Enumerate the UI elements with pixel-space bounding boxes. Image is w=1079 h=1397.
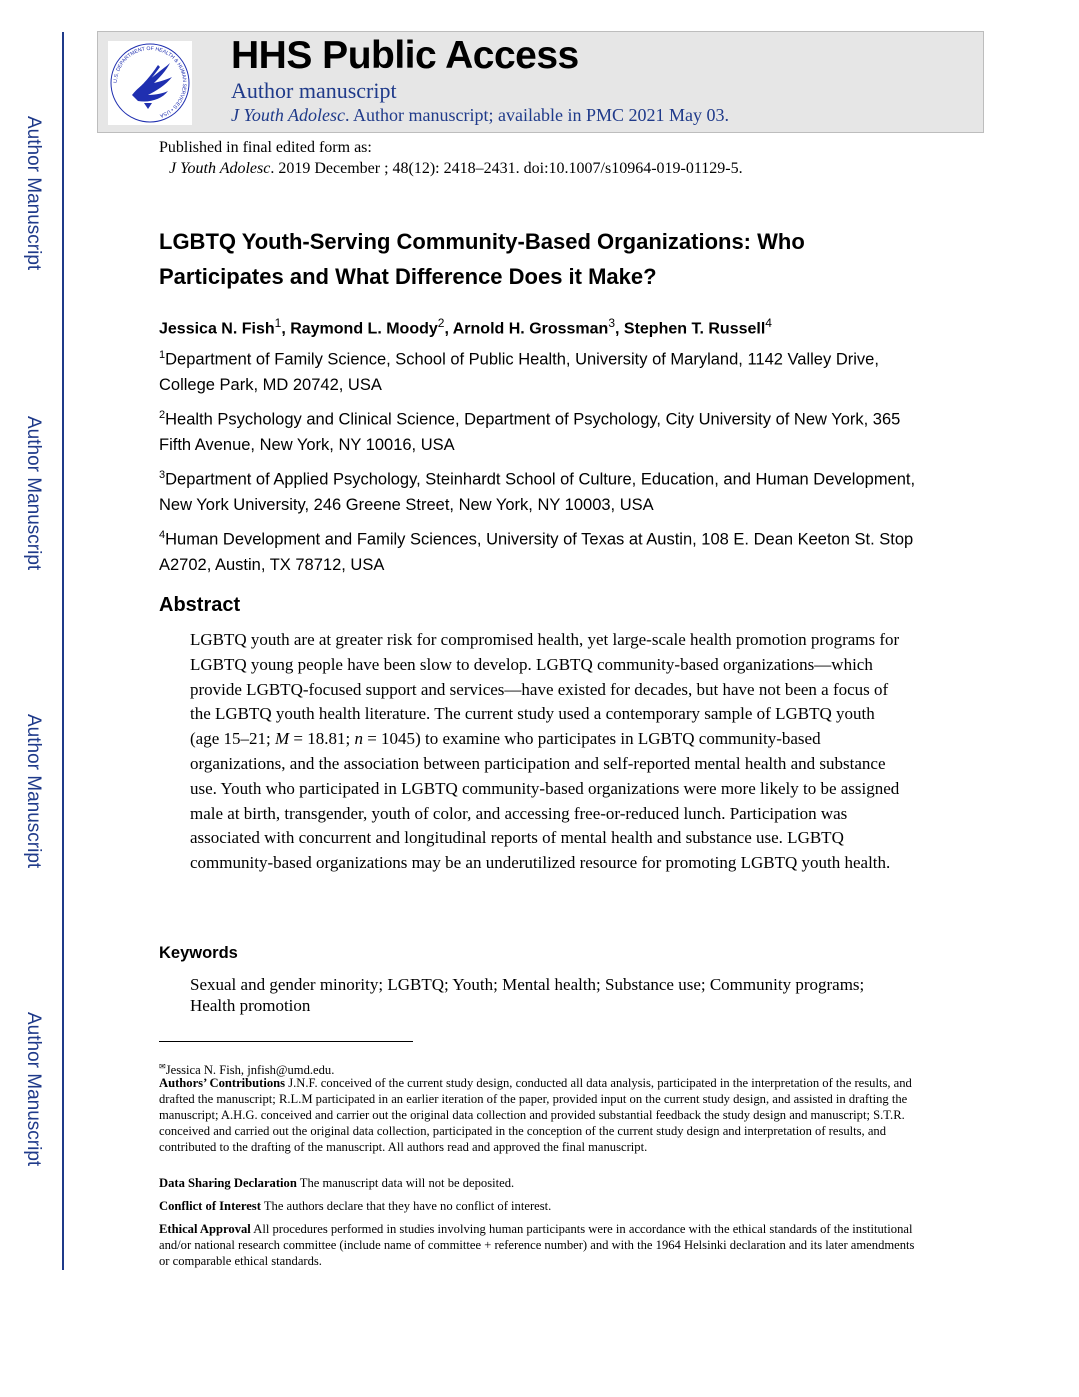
author-sep: , (281, 320, 291, 338)
header-availability (231, 105, 729, 126)
affiliation-text: Health Psychology and Clinical Science, Department of Psychology, City University of New York, 365 Fifth Avenue, New York, NY 10016, USA (159, 410, 901, 454)
footnote-text: The authors declare that they have no conflict of interest. (260, 1199, 552, 1213)
author-sup: 4 (765, 316, 772, 330)
affiliation (159, 343, 929, 398)
footnote-label: Ethical Approval (159, 1222, 251, 1236)
author-name: Jessica N. Fish (159, 320, 275, 338)
footnote-label: Data Sharing Declaration (159, 1176, 297, 1190)
footnote-rule (159, 1041, 413, 1042)
affiliation-sup: 1 (159, 349, 166, 361)
stat-value: = 18.81; (289, 729, 355, 749)
journal-abbrev: J Youth Adolesc (231, 105, 346, 125)
author-sep: , (615, 320, 624, 338)
keywords-heading: Keywords (159, 944, 238, 962)
abstract-text (190, 628, 902, 876)
citation (169, 160, 743, 178)
keywords-text: Sexual and gender minority; LGBTQ; Youth; Mental health; Substance use; Community programs; Health promotion (190, 975, 865, 1015)
header-title: HHS Public Access (231, 34, 579, 77)
affiliation-text: Department of Applied Psychology, Steinhardt School of Culture, Education, and Human Development, New York University, 246 Greene Street, New York, NY 10003, USA (159, 470, 916, 514)
author-sup: 3 (608, 316, 616, 330)
footnote-text: All procedures performed in studies involving human participants were in accordance with the ethical standards of the institutional and/or national research committee (include name of committee + reference number) and with the 1964 Helsinki declaration and its later amendments or comparable ethical standards. (159, 1222, 915, 1268)
hhs-header (97, 31, 984, 133)
sidebar-rule (62, 32, 64, 1270)
abstract-part: ) to examine who participates in LGBTQ community-based organizations, and the association between participation and self-reported mental health and substance use. Youth who participated in LGBTQ community-based organizations were more likely to be assigned male at birth, transgender, youth of color, and accessing free-or-reduced lunch. Participation was associated with concurrent and longitudinal reports of mental health and substance use. LGBTQ community-based organizations may be an underutilized resource for promoting LGBTQ youth health. (190, 729, 900, 873)
author-name: Raymond L. Moody (290, 320, 438, 338)
envelope-icon: ✉ (159, 1062, 166, 1071)
footnote-text: J.N.F. conceived of the current study design, conducted all data analysis, participated in the interpretation of the results, and drafted the manuscript; R.L.M participated in an earlier iteration of the paper, provided input on the current study design, and assisted in drafting the manuscript; A.H.G. conceived and carrier out the original data collection and provided substantial feedback the study design and manuscript; S.T.R. conceived and carried out the original data collection, participated in the conception of the current study design and interpretation of results, and contributed to the drafting of the manuscript. All authors read and approved the final manuscript. (159, 1076, 912, 1154)
affiliation-sup: 3 (159, 469, 166, 481)
affiliation-sup: 4 (159, 529, 166, 541)
footnote-contributions (159, 1075, 921, 1155)
abstract-part: LGBTQ youth are at greater risk for compromised health, yet large-scale health promotion programs for LGBTQ young people have been slow to develop. LGBTQ community-based organizations—which provide LGBTQ-focused support and services—have existed for decades, but have not been a focus of the LGBTQ youth health literature. The current study used a contemporary sample of LGBTQ youth (age 15–21; (190, 630, 900, 749)
author-sup: 2 (437, 316, 445, 330)
hhs-logo-icon (108, 41, 192, 125)
author-list (159, 316, 772, 338)
published-label: Published in final edited form as: (159, 139, 372, 156)
stat-symbol: M (274, 729, 290, 749)
stat-symbol: n (354, 729, 363, 749)
logo-seal-text: U.S. DEPARTMENT OF HEALTH & HUMAN SERVICES • USA (112, 45, 188, 119)
author-sep: , (444, 320, 453, 338)
footnote-conflict (159, 1198, 921, 1214)
footnote-ethics (159, 1221, 921, 1269)
footnote-text: The manuscript data will not be deposited. (296, 1176, 515, 1190)
affiliation-sup: 2 (159, 409, 166, 421)
affiliation (159, 403, 929, 458)
footnote-data-sharing (159, 1175, 921, 1191)
author-name: Arnold H. Grossman (452, 320, 609, 338)
footnote-label: Authors’ Contributions (159, 1076, 286, 1090)
citation-journal: J Youth Adolesc (169, 160, 271, 177)
correspondence-text: Jessica N. Fish, jnfish@umd.edu. (165, 1063, 335, 1078)
footnote-label: Conflict of Interest (159, 1199, 261, 1213)
affiliation (159, 463, 929, 518)
affiliation-text: Human Development and Family Sciences, University of Texas at Austin, 108 E. Dean Keeton St. Stop A2702, Austin, TX 78712, USA (159, 530, 914, 574)
abstract-heading: Abstract (159, 594, 241, 616)
author-name: Stephen T. Russell (623, 320, 766, 338)
affiliation-text: Department of Family Science, School of Public Health, University of Maryland, 1142 Valley Drive, College Park, MD 20742, USA (159, 350, 879, 394)
article-title: LGBTQ Youth-Serving Community-Based Organizations: Who Participates and What Difference Does it Make? (159, 229, 805, 289)
header-subtitle: Author manuscript (231, 78, 397, 103)
author-sup: 1 (274, 316, 282, 330)
availability-text: . Author manuscript; available in PMC 2021 May 03. (345, 105, 729, 125)
citation-details: . 2019 December ; 48(12): 2418–2431. doi:10.1007/s10964-019-01129-5. (270, 160, 743, 177)
stat-value: = 1045 (362, 729, 416, 749)
affiliation (159, 523, 929, 578)
